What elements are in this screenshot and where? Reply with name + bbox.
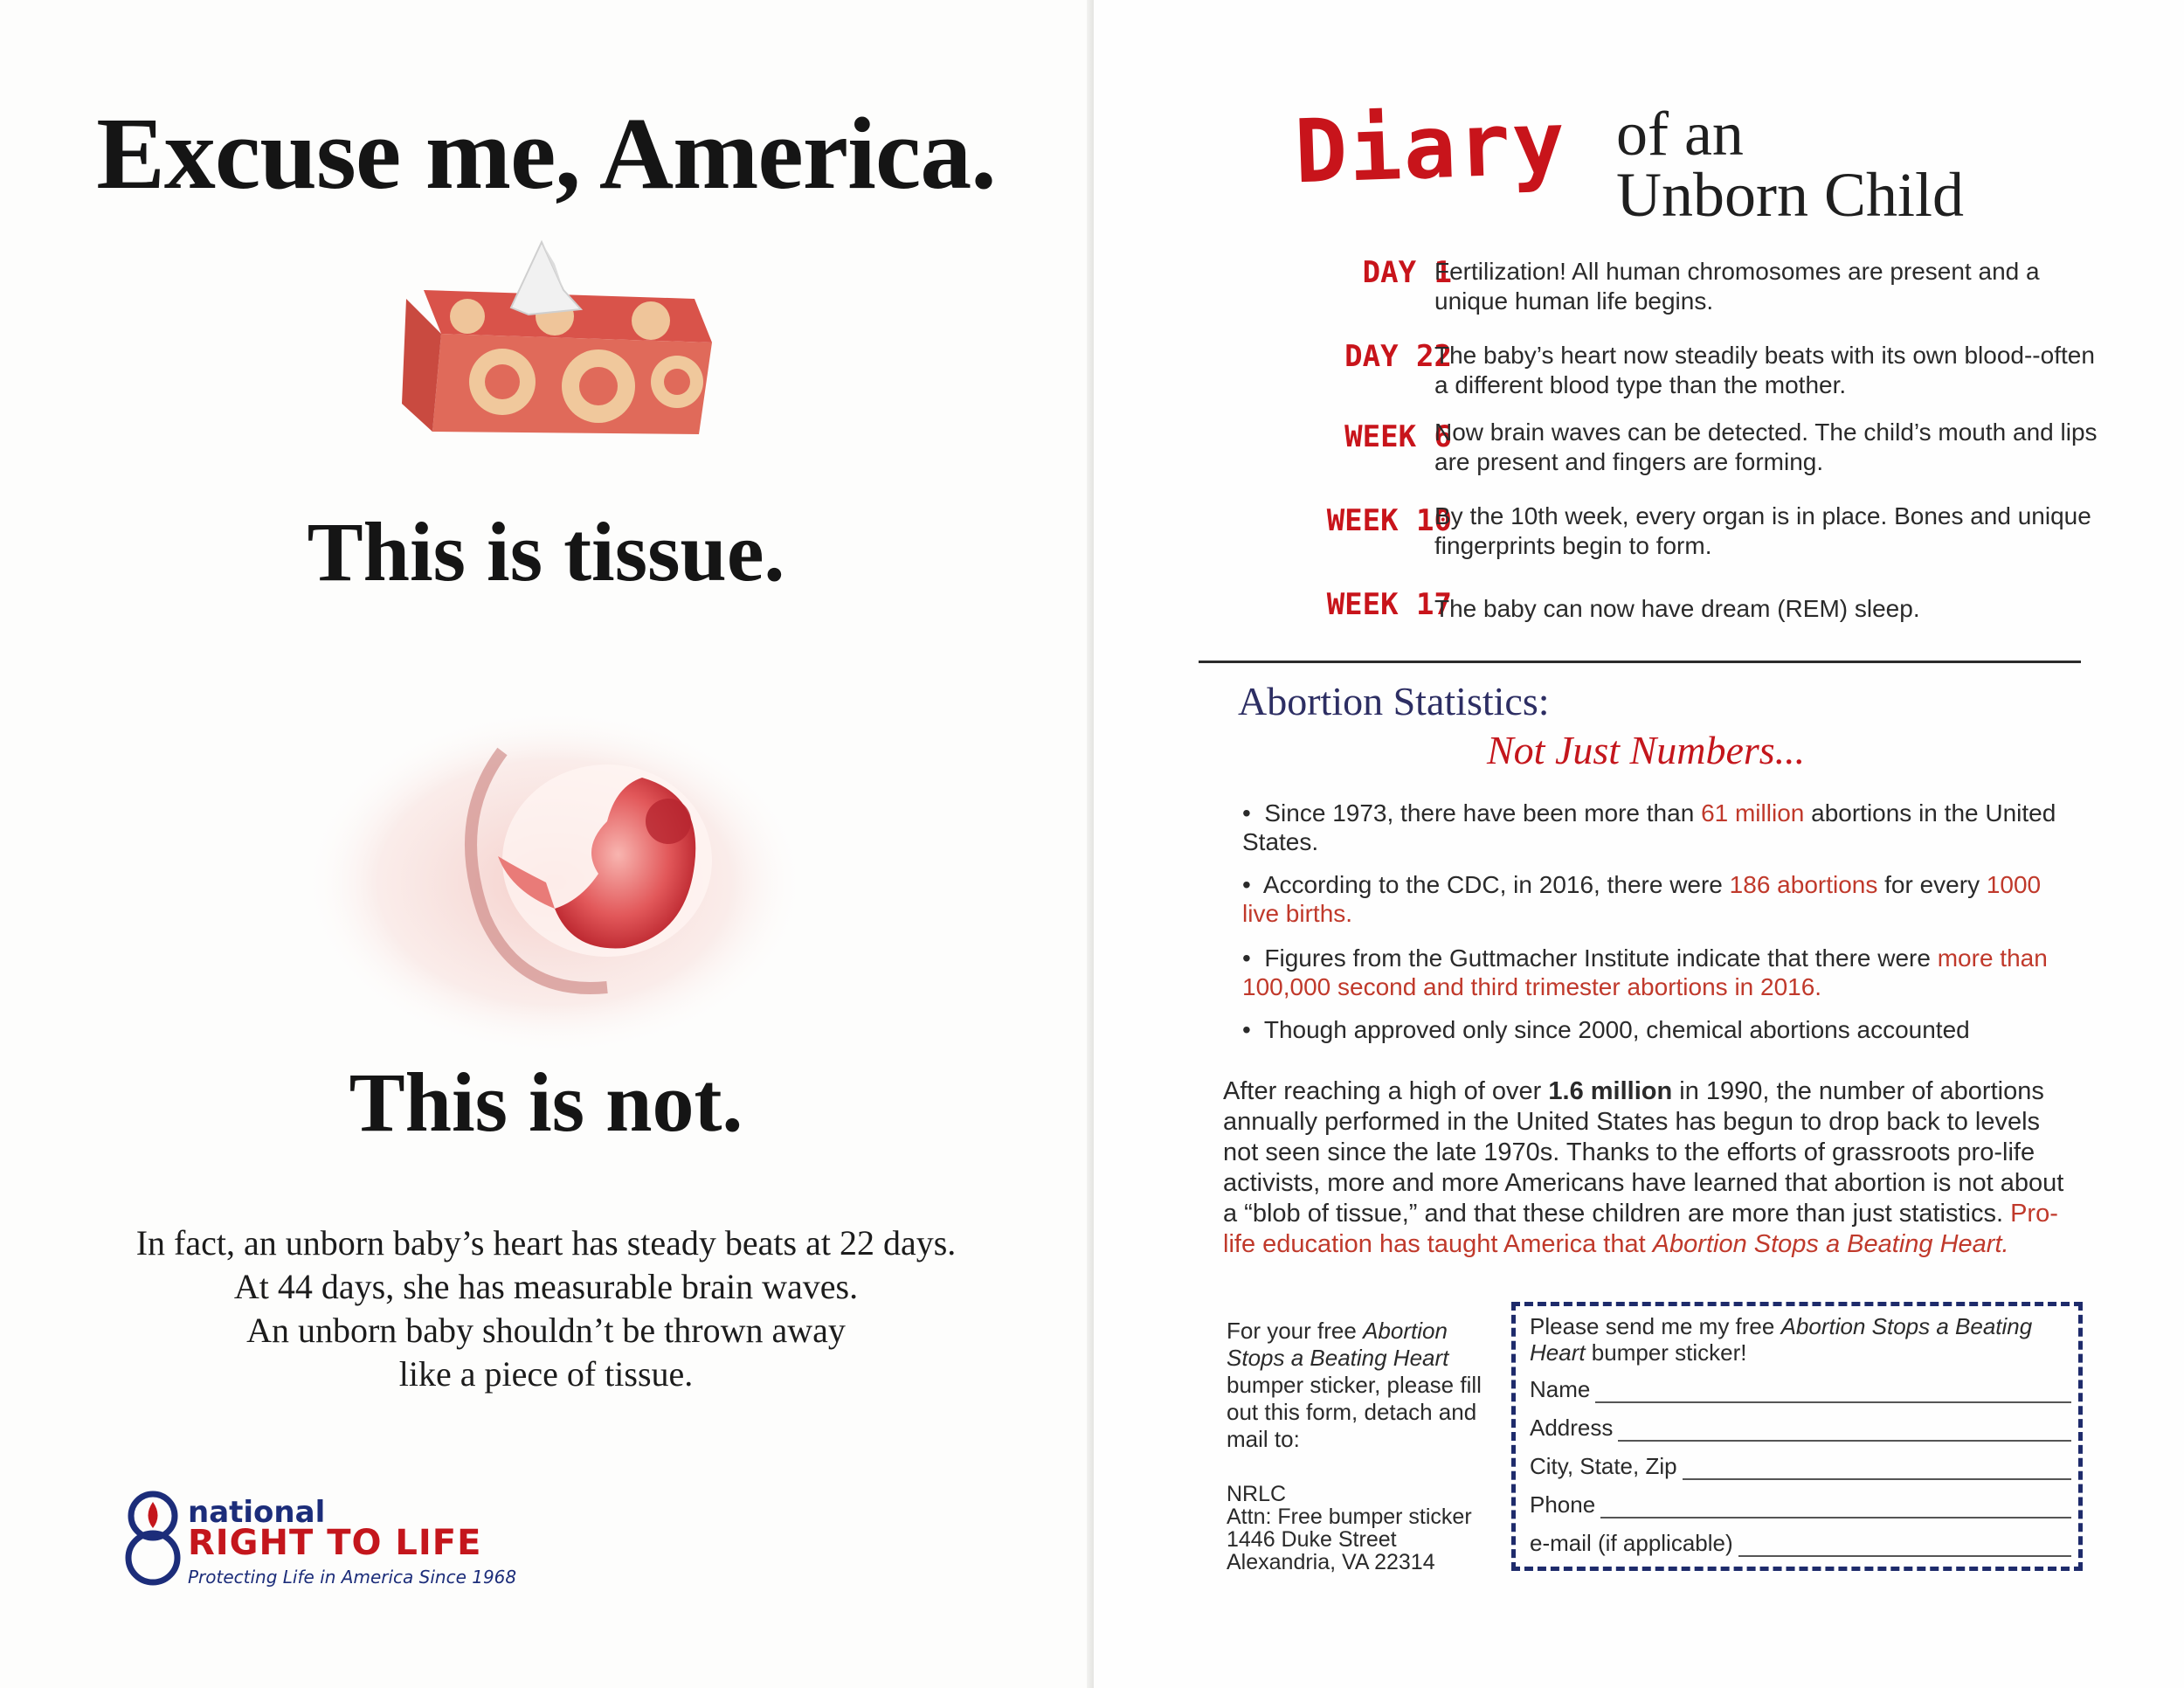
timeline-label: WEEK 6 (1344, 419, 1452, 454)
timeline-label: DAY 22 (1344, 339, 1452, 374)
closing-paragraph (1223, 1076, 2079, 1260)
stats-title: Abortion Statistics: (1238, 679, 1550, 723)
body-line: At 44 days, she has measurable brain waves. (233, 1267, 859, 1306)
logo-tagline: Protecting Life in America Since 1968 (188, 1567, 517, 1588)
timeline-text: The baby’s heart now steadily beats with its own blood--often a different blood type than the mother. (1434, 342, 2095, 398)
timeline-text: By the 10th week, every organ is in place. Bones and unique fingerprints begin to form. (1434, 502, 2091, 559)
address-line: NRLC (1227, 1482, 1287, 1506)
mail-address (1227, 1483, 1506, 1574)
embryo-image (293, 699, 817, 1066)
bullet-text: for every (1877, 871, 1987, 898)
address-line: Alexandria, VA 22314 (1227, 1550, 1435, 1574)
closing-red: Pro-life education has taught America that (1223, 1200, 2058, 1258)
mail-instr-text: bumper sticker, please fill out this form, detach and mail to: (1227, 1372, 1482, 1452)
diary-title-word: Diary (1293, 91, 1568, 204)
field-line[interactable] (1595, 1379, 2071, 1403)
field-line[interactable] (1618, 1417, 2071, 1442)
mail-instr-text: For your free (1227, 1318, 1364, 1344)
coupon-heading-text: Please send me my free (1530, 1313, 1781, 1339)
right-page (1094, 0, 2184, 1688)
closing-text: After reaching a high of over (1223, 1077, 1549, 1105)
body-line: In fact, an unborn baby’s heart has steady beats at 22 days. (135, 1223, 957, 1263)
field-label: e-mail (if applicable) (1530, 1530, 1733, 1556)
address-line: 1446 Duke Street (1227, 1527, 1397, 1552)
headline: Excuse me, America. (96, 96, 996, 211)
section-divider (1199, 661, 2081, 663)
closing-red-italic: Abortion Stops a Beating Heart. (1652, 1230, 2009, 1258)
body-line: An unborn baby shouldn’t be thrown away (246, 1311, 846, 1350)
timeline-text: Now brain waves can be detected. The child’s mouth and lips are present and fingers are forming. (1434, 419, 2098, 475)
tissue-box-image (397, 238, 721, 447)
bullet-text: Since 1973, there have been more than (1264, 799, 1702, 827)
diary-title-rest (1616, 99, 1965, 230)
diary-title-line1: of an (1616, 99, 1744, 169)
field-label: Name (1530, 1376, 1591, 1402)
bullet-highlight: 1000 live births. (1242, 871, 2042, 927)
bullet-text: abortions in the United States. (1242, 799, 2056, 855)
stats-subtitle: Not Just Numbers... (1487, 728, 1806, 772)
field-label: Phone (1530, 1491, 1596, 1518)
field-line[interactable] (1600, 1494, 2071, 1519)
bullet-text: According to the CDC, in 2016, there were (1262, 871, 1730, 898)
mail-instructions (1227, 1318, 1506, 1453)
field-label: City, State, Zip (1530, 1453, 1677, 1479)
coupon-heading-text: bumper sticker! (1585, 1339, 1747, 1366)
tissue-caption: This is tissue. (307, 505, 785, 598)
timeline-label: WEEK 10 (1326, 503, 1452, 538)
timeline-label: DAY 1 (1362, 255, 1452, 290)
nrl-logo-icon (122, 1490, 183, 1586)
stats-bullet: • Since 1973, there have been more than 61 million abortions in the United States. (1242, 799, 2056, 855)
body-copy (87, 1221, 1005, 1396)
stats-bullet: • According to the CDC, in 2016, there were 186 abortions for every 1000 live births. (1242, 871, 2042, 927)
nrl-logo (122, 1490, 542, 1586)
phone-field[interactable] (1530, 1491, 2071, 1519)
closing-text: in 1990, the number of abortions annually performed in the United States has begun to drop back to levels not seen since the late 1970s. Thanks to the efforts of grassroots pro-life activists, more and more Americans have learned that abortion is not about a “blob of tissue,” and that these children are more than just statistics. (1223, 1077, 2064, 1228)
stats-bullet: • Figures from the Guttmacher Institute indicate that there were more than 100,000 second and third trimester abortions in 2016. (1242, 944, 2048, 1000)
coupon-form (1511, 1302, 2083, 1571)
field-line[interactable] (1738, 1532, 2071, 1557)
coupon-heading-italic: Abortion Stops a Beating Heart (1530, 1313, 2033, 1366)
logo-right-to-life-text: RIGHT TO LIFE (188, 1523, 482, 1563)
bullet-text: Figures from the Guttmacher Institute indicate that there were (1264, 944, 1938, 972)
email-field[interactable] (1530, 1530, 2071, 1557)
bullet-highlight: 61 million (1701, 799, 1805, 827)
stats-bullet: • Though approved only since 2000, chemical abortions accounted (1242, 1016, 1970, 1043)
not-caption: This is not. (349, 1055, 743, 1149)
bullet-text: Though approved only since 2000, chemical abortions accounted (1263, 1016, 1970, 1043)
name-field[interactable] (1530, 1376, 2071, 1403)
bullet-highlight: more than 100,000 second and third trimester abortions in 2016. (1242, 944, 2048, 1000)
timeline-text: Fertilization! All human chromosomes are present and a unique human life begins. (1434, 258, 2040, 315)
diary-title-line2: Unborn Child (1616, 160, 1965, 230)
timeline-label: WEEK 17 (1326, 587, 1452, 622)
mail-instr-italic: Abortion Stops a Beating Heart (1227, 1318, 1449, 1371)
closing-bold: 1.6 million (1548, 1077, 1673, 1105)
logo-national-text: national (188, 1495, 326, 1530)
address-field[interactable] (1530, 1415, 2071, 1442)
field-line[interactable] (1683, 1456, 2071, 1480)
timeline-text: The baby can now have dream (REM) sleep. (1434, 595, 1920, 622)
address-line: Attn: Free bumper sticker (1227, 1505, 1472, 1529)
bullet-highlight: 186 abortions (1729, 871, 1878, 898)
coupon-heading (1530, 1313, 2071, 1366)
field-label: Address (1530, 1415, 1614, 1441)
body-line: like a piece of tissue. (398, 1354, 694, 1394)
city-state-zip-field[interactable] (1530, 1453, 2071, 1480)
